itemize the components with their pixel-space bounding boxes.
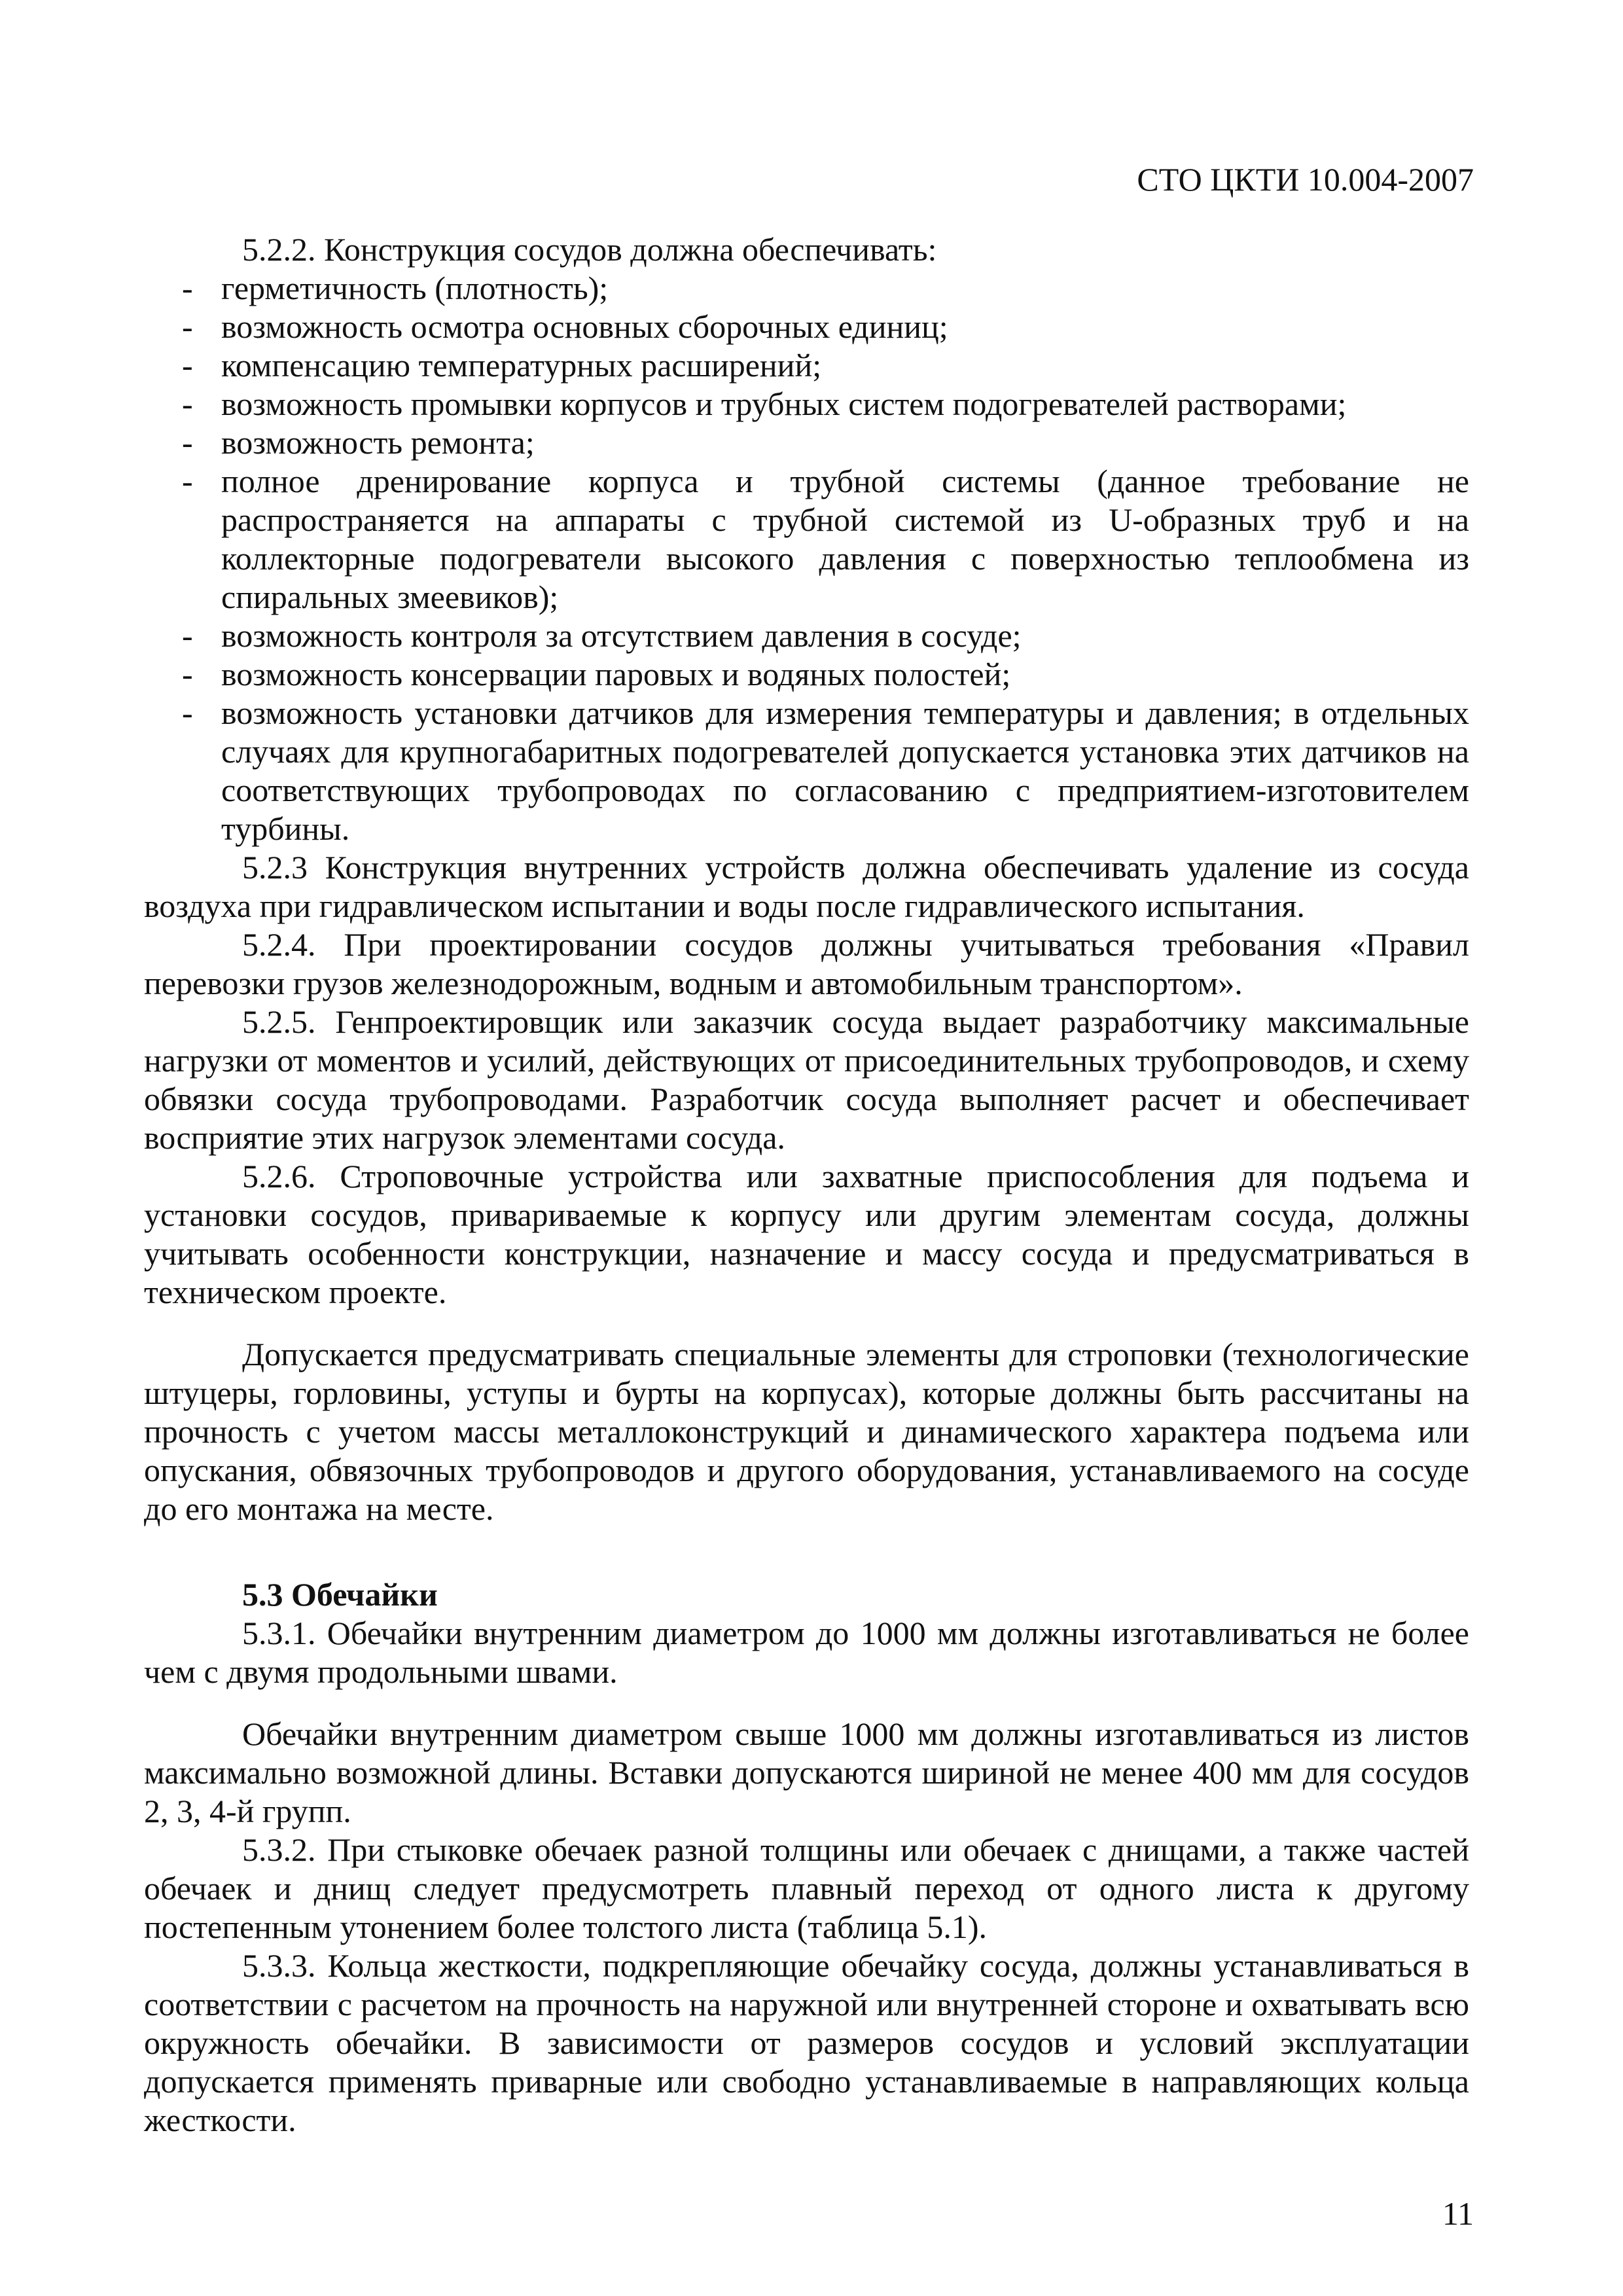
paragraph-5-2-4: 5.2.4. При проектировании сосудов должны учитываться требования «Правил перевозки грузов железнодорожным, водным и автомобильным транспортом». xyxy=(144,926,1469,1001)
paragraph-5-3-2: 5.3.2. При стыковке обечаек разной толщины или обечаек с днищами, а также частей обечаек и днищ следует предусмотреть плавный переход от одного листа к другому постепенным утонением более толстого листа (таблица 5.1). xyxy=(144,1831,1469,1945)
list-item: - полное дренирование корпуса и трубной системы (данное требование не распространяется на аппараты с трубной системой из U-образных труб и на коллекторные подогреватели высокого давления с поверхностью теплообмена из спиральных змеевиков); xyxy=(182,463,1469,615)
paragraph-5-2-5: 5.2.5. Генпроектировщик или заказчик сосуда выдает разработчику максимальные нагрузки от моментов и усилий, действующих от присоединительных трубопроводов, и схему обвязки сосуда трубопроводами. Разработчик сосуда выполняет расчет и обеспечивает восприятие этих нагрузок элементами сосуда. xyxy=(144,1003,1469,1156)
page-number: 11 xyxy=(1442,2195,1474,2232)
paragraph-5-3-3: 5.3.3. Кольца жесткости, подкрепляющие обечайку сосуда, должны устанавливаться в соответствии с расчетом на прочность на наружной или внутренней стороне и охватывать всю окружность обечайки. В зависимости от размеров сосудов и условий эксплуатации допускается применять приварные или свободно устанавливаемые в направляющих кольца жесткости. xyxy=(144,1947,1469,2138)
list-item: - возможность ремонта; xyxy=(182,424,535,461)
paragraph-5-2-6: 5.2.6. Строповочные устройства или захватные приспособления для подъема и установки сосудов, привариваемые к корпусу или другим элементам сосуда, должны учитывать особенности конструкции, назначение и массу сосуда и предусматриваться в техническом проекте. xyxy=(144,1158,1469,1310)
list-item-text: полное дренирование корпуса и трубной системы (данное требование не распространяется на аппараты с трубной системой из U-образных труб и на коллекторные подогреватели высокого давления с поверхностью теплообмена из спиральных змеевиков); xyxy=(221,463,1469,615)
paragraph-slinging-elements: Допускается предусматривать специальные элементы для строповки (технологические штуцеры, горловины, уступы и бурты на корпусах), которые должны быть рассчитаны на прочность с учетом массы металлоконструкций и динамического характера подъема или опускания, обвязочных трубопроводов и другого оборудования, устанавливаемого на сосуде до его монтажа на месте. xyxy=(144,1336,1469,1527)
list-item-text: возможность консервации паровых и водяных полостей; xyxy=(221,656,1011,692)
list-item: - компенсацию температурных расширений; xyxy=(182,347,822,384)
section-heading-5-3: 5.3 Обечайки xyxy=(242,1576,438,1613)
paragraph-5-3-1: 5.3.1. Обечайки внутренним диаметром до 1000 мм должны изготавливаться не более чем с двумя продольными швами. xyxy=(144,1615,1469,1690)
list-item-text: возможность ремонта; xyxy=(221,424,535,461)
list-item-text: герметичность (плотность); xyxy=(221,270,609,306)
requirements-list xyxy=(144,269,1469,848)
paragraph-shells-over-1000: Обечайки внутренним диаметром свыше 1000 мм должны изготавливаться из листов максимально возможной длины. Вставки допускаются шириной не менее 400 мм для сосудов 2, 3, 4-й групп. xyxy=(144,1715,1469,1829)
list-item-text: возможность промывки корпусов и трубных систем подогревателей растворами; xyxy=(221,386,1347,422)
list-item: - возможность осмотра основных сборочных единиц; xyxy=(182,308,948,345)
document-code: СТО ЦКТИ 10.004-2007 xyxy=(1137,161,1474,198)
document-body xyxy=(144,230,1469,2140)
list-item: - возможность контроля за отсутствием давления в сосуде; xyxy=(182,617,1022,654)
list-item-text: компенсацию температурных расширений; xyxy=(221,347,822,384)
list-item-text: возможность установки датчиков для измерения температуры и давления; в отдельных случаях для крупногабаритных подогревателей допускается установка этих датчиков на соответствующих трубопроводах по согласованию с предприятием-изготовителем турбины. xyxy=(221,694,1469,847)
section-5-2-2-intro: 5.2.2. Конструкция сосудов должна обеспечивать: xyxy=(242,231,937,268)
list-item-text: возможность контроля за отсутствием давления в сосуде; xyxy=(221,617,1022,654)
list-item: - возможность консервации паровых и водяных полостей; xyxy=(182,656,1011,692)
list-item-text: возможность осмотра основных сборочных единиц; xyxy=(221,308,948,345)
paragraph-5-2-3: 5.2.3 Конструкция внутренних устройств должна обеспечивать удаление из сосуда воздуха при гидравлическом испытании и воды после гидравлического испытания. xyxy=(144,849,1469,924)
list-item: - возможность установки датчиков для измерения температуры и давления; в отдельных случаях для крупногабаритных подогревателей допускается установка этих датчиков на соответствующих трубопроводах по согласованию с предприятием-изготовителем турбины. xyxy=(182,694,1469,847)
list-item: - герметичность (плотность); xyxy=(182,270,609,306)
list-item: - возможность промывки корпусов и трубных систем подогревателей растворами; xyxy=(182,386,1347,422)
